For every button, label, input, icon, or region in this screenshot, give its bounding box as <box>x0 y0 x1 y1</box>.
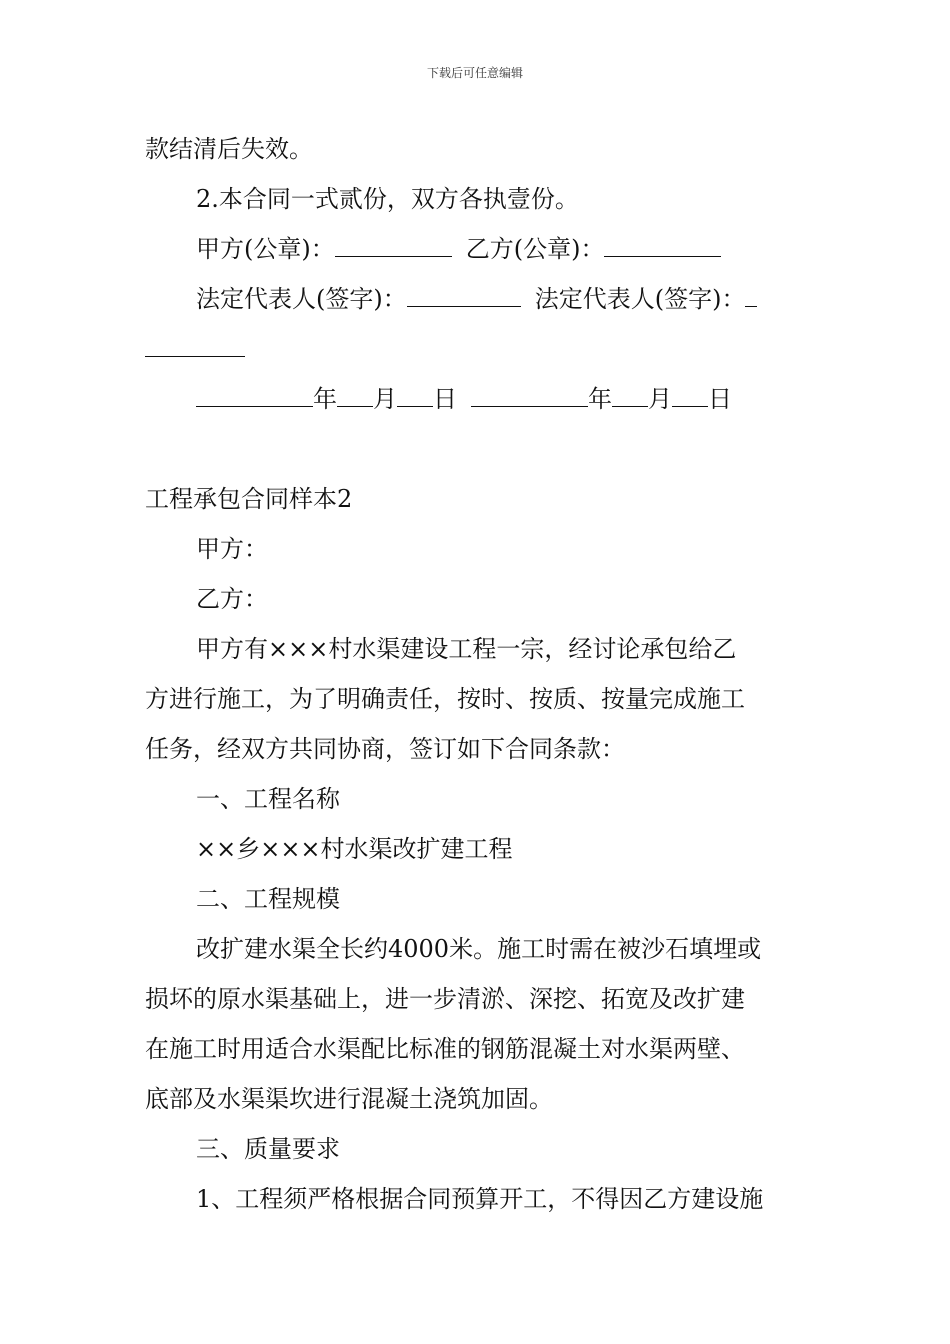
party-b-rep-blank-continued <box>145 334 245 357</box>
signature-line-rep <box>196 283 757 315</box>
party-b-rep-blank <box>745 284 757 307</box>
day-label: 日 <box>433 385 457 413</box>
party-b-seal-blank <box>604 234 721 257</box>
paragraph-line: 1、工程须严格根据合同预算开工，不得因乙方建设施 <box>196 1185 764 1213</box>
signature-line-rep-continued <box>145 333 245 365</box>
paragraph-line: 损坏的原水渠基础上，进一步清淤、深挖、拓宽及改扩建 <box>145 985 745 1013</box>
year-label: 年 <box>313 385 337 413</box>
section-title: 工程承包合同样本2 <box>145 485 353 513</box>
party-b-rep-label: 法定代表人(签字)： <box>534 285 746 313</box>
signature-line-seal <box>196 233 721 265</box>
year-label: 年 <box>588 385 612 413</box>
paragraph-line: 方进行施工，为了明确责任，按时、按质、按量完成施工 <box>145 685 745 713</box>
day-blank <box>397 384 433 407</box>
clause-heading: 一、工程名称 <box>196 785 340 813</box>
party-a-rep-label: 法定代表人(签字)： <box>196 285 407 313</box>
paragraph-line: 在施工时用适合水渠配比标准的钢筋混凝土对水渠两壁、 <box>145 1035 745 1063</box>
clause-heading: 二、工程规模 <box>196 885 340 913</box>
party-b-label: 乙方： <box>196 585 268 613</box>
year-blank <box>471 384 588 407</box>
month-blank <box>612 384 648 407</box>
paragraph-line: 款结清后失效。 <box>145 135 313 163</box>
party-a-rep-blank <box>407 284 521 307</box>
date-line <box>196 383 732 415</box>
page-header: 下载后可任意编辑 <box>426 66 523 80</box>
paragraph-line: 2.本合同一式贰份，双方各执壹份。 <box>196 185 579 213</box>
month-label: 月 <box>373 385 397 413</box>
party-a-seal-blank <box>335 234 452 257</box>
party-b-seal-label: 乙方(公章)： <box>465 235 605 263</box>
party-a-seal-label: 甲方(公章)： <box>196 235 335 263</box>
year-blank <box>196 384 313 407</box>
paragraph-line: 改扩建水渠全长约4000米。施工时需在被沙石填埋或 <box>196 935 762 963</box>
paragraph-line: ××乡×××村水渠改扩建工程 <box>196 835 513 863</box>
party-a-label: 甲方： <box>196 535 268 563</box>
paragraph-line: 底部及水渠渠坎进行混凝土浇筑加固。 <box>145 1085 553 1113</box>
day-label: 日 <box>708 385 732 413</box>
day-blank <box>672 384 708 407</box>
month-blank <box>337 384 373 407</box>
month-label: 月 <box>648 385 672 413</box>
paragraph-line: 甲方有×××村水渠建设工程一宗，经讨论承包给乙 <box>196 635 737 663</box>
clause-heading: 三、质量要求 <box>196 1135 340 1163</box>
paragraph-line: 任务，经双方共同协商，签订如下合同条款： <box>145 735 625 763</box>
